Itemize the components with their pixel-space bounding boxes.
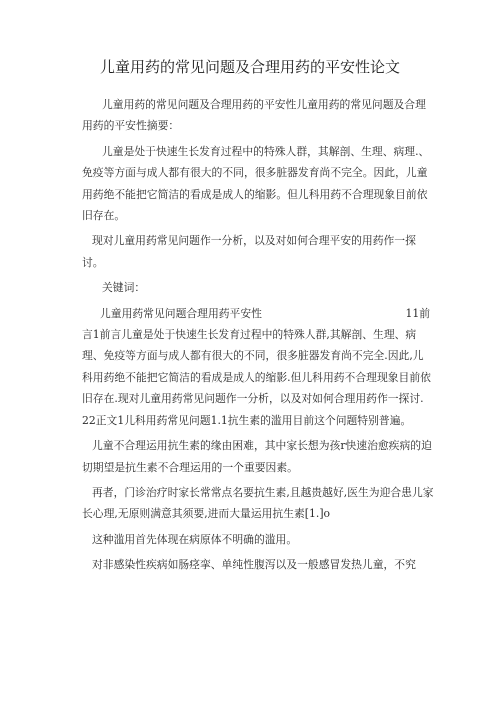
keywords-number: 11前 — [405, 306, 430, 320]
document-title: 儿童用药的常见问题及合理用药的平安性论文 — [99, 58, 400, 76]
keywords-row — [82, 303, 434, 324]
intro-paragraph: 儿童是处于快速生长发育过程中的特殊人群，其解剖、生理、病理.、免疫等方面与成人都有很大的不同，很多脏器发育尚不完全。因此，儿童用药绝不能把它简洁的看成是成人的缩影。但儿科用药不合理现象目前依旧存在。 — [82, 144, 430, 223]
antibiotic-reason-paragraph: 儿童不合理运用抗生素的缘由困难，其中家长想为孩r快速治愈疾病的迫切期望是抗生素不合理运用的一个重要因素。 — [82, 439, 432, 474]
keywords-label: 关键词： — [102, 281, 146, 295]
preface-paragraph: 言1前言儿童是处于快速生长发育过程中的特殊人群,其解剖、生理、病理、免疫等方面与成人都有很大的不同，很多脏器发育尚不完全.因此,儿科用药绝不能把它简洁的看成是成人的缩影.但儿科用药不合理现象目前依旧存在.现对儿童用药常见问题作一分析，以及对如何合理用药作一探讨. 22正文1儿科用药常见问题1.1抗生素的滥用目前这个问题特别普遍。 — [82, 328, 431, 427]
noninfectious-paragraph: 对非感染性疾病如肠痉挛、单纯性腹泻以及一般感冒发热儿童，不究 — [92, 558, 416, 572]
analysis-paragraph: 现对儿童用药常见问题作一分析，以及对如何合理平安的用药作一探讨。 — [82, 234, 416, 269]
abuse-paragraph: 这种滥用首先体现在病原体不明确的滥用。 — [92, 532, 298, 546]
document-body — [82, 94, 434, 576]
keywords-text: 儿童用药常见问题合理用药平安性 — [100, 306, 262, 320]
abstract-heading-paragraph: 儿童用药的常见问题及合理用药的平安性儿童用药的常见问题及合理用药的平安性摘要： — [82, 98, 426, 133]
outpatient-paragraph: 再者，门诊治疗时家长常常点名要抗生素,且越贵越好,医生为迎合患儿家长心理,无原则满意其须要,进而大量运用抗生素[1.]o — [82, 485, 434, 521]
